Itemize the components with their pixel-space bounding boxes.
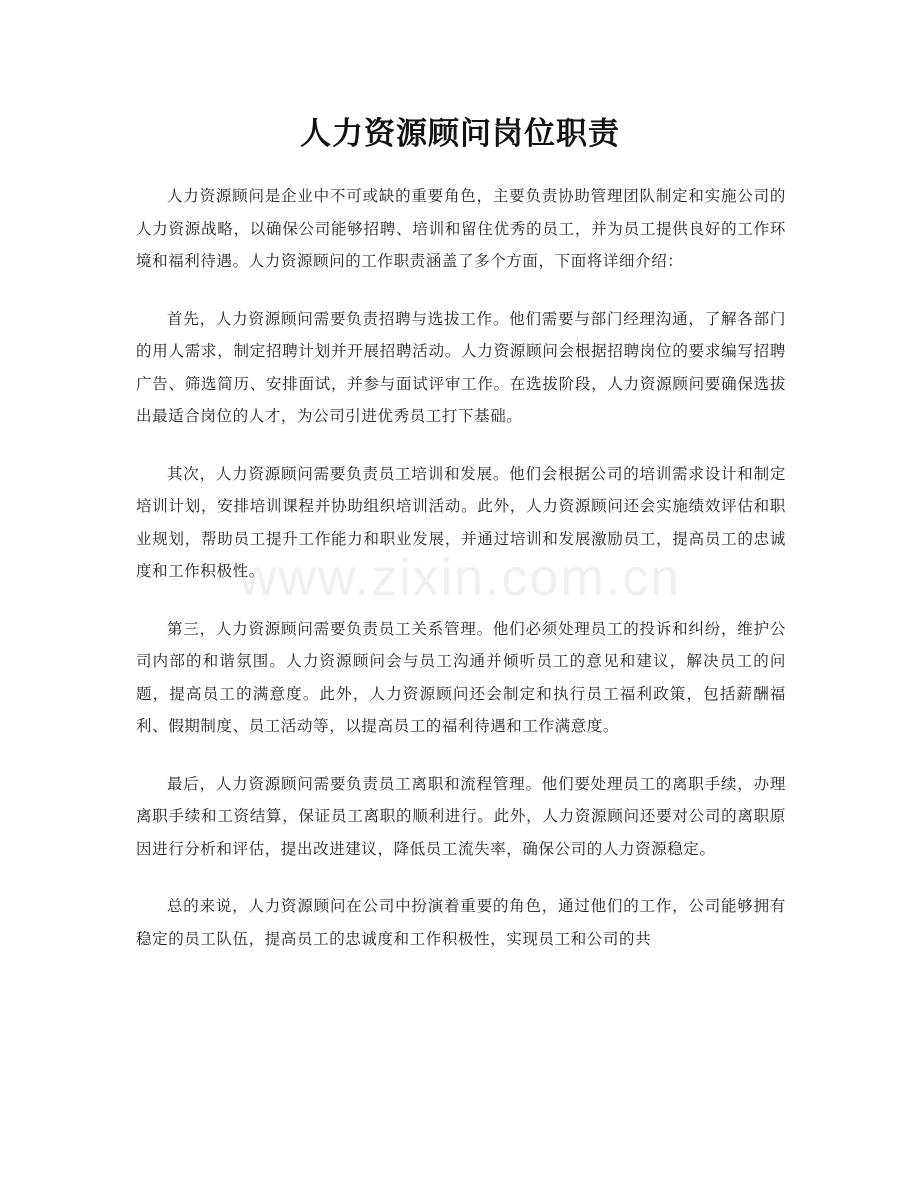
document-body	[136, 180, 786, 980]
document-title: 人力资源顾问岗位职责	[300, 116, 620, 152]
paragraph-training: 其次，人力资源顾问需要负责员工培训和发展。他们会根据公司的培训需求设计和制定培训计划，安排培训课程并协助组织培训活动。此外，人力资源顾问还会实施绩效评估和职业规划，帮助员工提升工作能力和职业发展，并通过培训和发展激励员工，提高员工的忠诚度和工作积极性。	[136, 464, 786, 580]
paragraph-recruitment: 首先，人力资源顾问需要负责招聘与选拔工作。他们需要与部门经理沟通，了解各部门的用人需求，制定招聘计划并开展招聘活动。人力资源顾问会根据招聘岗位的要求编写招聘广告、筛选简历、安排面试，并参与面试评审工作。在选拔阶段，人力资源顾问要确保选拔出最适合岗位的人才，为公司引进优秀员工打下基础。	[136, 309, 786, 425]
paragraph-offboarding: 最后，人力资源顾问需要负责员工离职和流程管理。他们要处理员工的离职手续，办理离职手续和工资结算，保证员工离职的顺利进行。此外，人力资源顾问还要对公司的离职原因进行分析和评估，提出改进建议，降低员工流失率，确保公司的人力资源稳定。	[136, 774, 786, 858]
watermark: www.zixin.com.cn	[238, 549, 682, 607]
paragraph-employee-relations: 第三，人力资源顾问需要负责员工关系管理。他们必须处理员工的投诉和纠纷，维护公司内部的和谐氛围。人力资源顾问会与员工沟通并倾听员工的意见和建议，解决员工的问题，提高员工的满意度。此外，人力资源顾问还会制定和执行员工福利政策，包括薪酬福利、假期制度、员工活动等，以提高员工的福利待遇和工作满意度。	[136, 619, 786, 735]
paragraph-summary: 总的来说，人力资源顾问在公司中扮演着重要的角色，通过他们的工作，公司能够拥有稳定的员工队伍，提高员工的忠诚度和工作积极性，实现员工和公司的共	[136, 897, 786, 948]
paragraph-intro: 人力资源顾问是企业中不可或缺的重要角色，主要负责协助管理团队制定和实施公司的人力资源战略，以确保公司能够招聘、培训和留住优秀的员工，并为员工提供良好的工作环境和福利待遇。人力资源顾问的工作职责涵盖了多个方面，下面将详细介绍：	[136, 187, 786, 270]
